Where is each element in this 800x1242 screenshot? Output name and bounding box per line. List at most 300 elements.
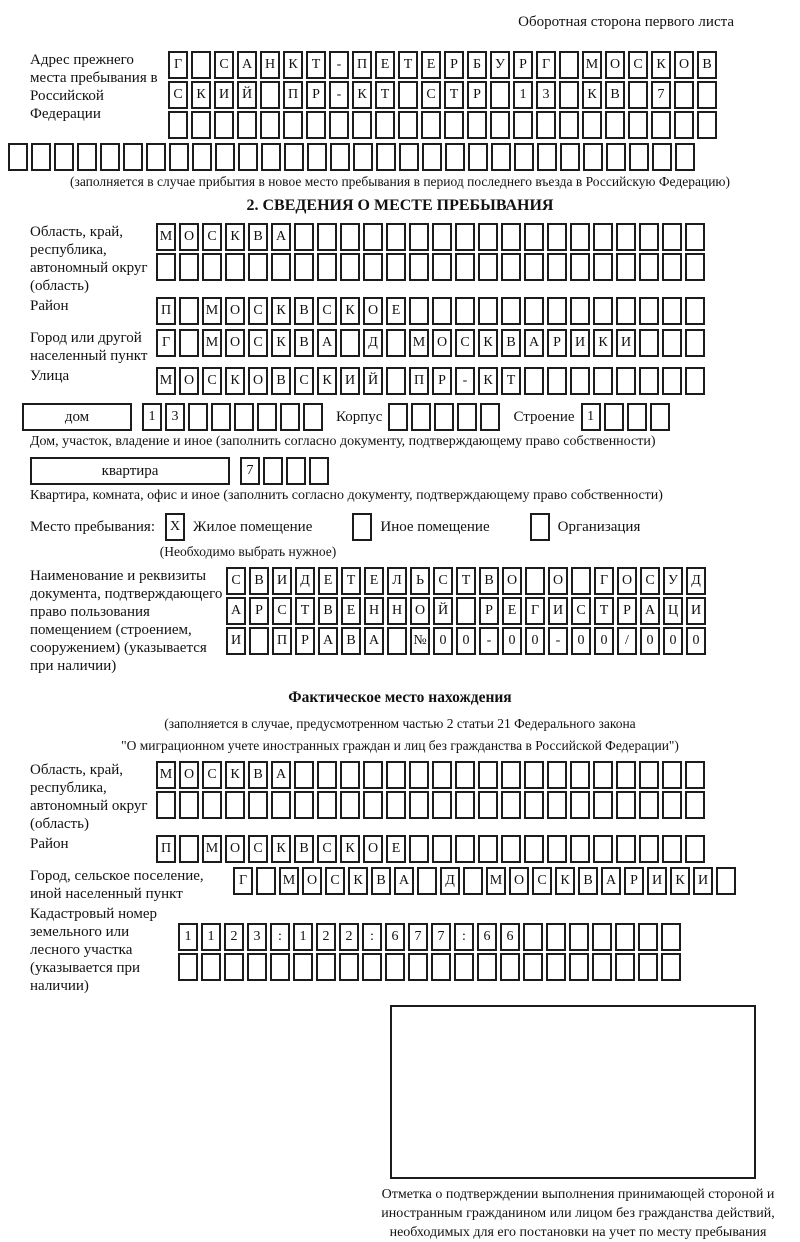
char-cell[interactable]: У	[663, 567, 683, 595]
char-cell[interactable]	[685, 835, 705, 863]
char-cell[interactable]: А	[640, 597, 660, 625]
char-cell[interactable]: С	[317, 835, 337, 863]
char-cell[interactable]	[456, 597, 476, 625]
char-cell[interactable]: Е	[502, 597, 522, 625]
char-cell[interactable]: М	[156, 223, 176, 251]
char-cell[interactable]: Р	[467, 81, 487, 109]
char-cell[interactable]: Н	[364, 597, 384, 625]
char-cell[interactable]: С	[571, 597, 591, 625]
char-cell[interactable]	[685, 223, 705, 251]
char-cell[interactable]: 0	[433, 627, 453, 655]
char-cell[interactable]	[697, 81, 717, 109]
char-cell[interactable]	[169, 143, 189, 171]
char-cell[interactable]: Р	[479, 597, 499, 625]
char-cell[interactable]	[432, 297, 452, 325]
char-cell[interactable]: И	[570, 329, 590, 357]
char-cell[interactable]	[477, 953, 497, 981]
char-cell[interactable]	[263, 457, 283, 485]
char-cell[interactable]: Р	[295, 627, 315, 655]
char-cell[interactable]: Р	[432, 367, 452, 395]
char-cell[interactable]	[363, 791, 383, 819]
char-cell[interactable]	[421, 111, 441, 139]
char-cell[interactable]	[340, 761, 360, 789]
char-cell[interactable]: И	[647, 867, 667, 895]
stay-option-organization-checkbox[interactable]	[530, 513, 550, 541]
char-cell[interactable]: А	[237, 51, 257, 79]
char-cell[interactable]	[179, 329, 199, 357]
char-cell[interactable]	[616, 835, 636, 863]
char-cell[interactable]: К	[340, 297, 360, 325]
char-cell[interactable]	[570, 253, 590, 281]
char-cell[interactable]	[616, 367, 636, 395]
char-cell[interactable]	[256, 867, 276, 895]
char-cell[interactable]	[375, 111, 395, 139]
char-cell[interactable]: Е	[375, 51, 395, 79]
char-cell[interactable]	[468, 143, 488, 171]
char-cell[interactable]	[627, 403, 647, 431]
char-cell[interactable]	[249, 627, 269, 655]
char-cell[interactable]	[340, 329, 360, 357]
char-cell[interactable]	[363, 761, 383, 789]
char-cell[interactable]: -	[455, 367, 475, 395]
char-cell[interactable]	[214, 111, 234, 139]
char-cell[interactable]	[592, 923, 612, 951]
char-cell[interactable]	[156, 253, 176, 281]
char-cell[interactable]	[501, 253, 521, 281]
char-cell[interactable]	[615, 953, 635, 981]
char-cell[interactable]	[547, 761, 567, 789]
char-cell[interactable]	[178, 953, 198, 981]
char-cell[interactable]	[639, 367, 659, 395]
char-cell[interactable]	[639, 761, 659, 789]
char-cell[interactable]: 1	[581, 403, 601, 431]
char-cell[interactable]: Ц	[663, 597, 683, 625]
char-cell[interactable]	[674, 111, 694, 139]
char-cell[interactable]	[559, 81, 579, 109]
char-cell[interactable]: О	[410, 597, 430, 625]
char-cell[interactable]	[716, 867, 736, 895]
char-cell[interactable]: А	[524, 329, 544, 357]
char-cell[interactable]: С	[248, 297, 268, 325]
char-cell[interactable]: Т	[375, 81, 395, 109]
char-cell[interactable]	[434, 403, 454, 431]
char-cell[interactable]: 2	[316, 923, 336, 951]
char-cell[interactable]: О	[225, 297, 245, 325]
char-cell[interactable]	[179, 253, 199, 281]
char-cell[interactable]: М	[582, 51, 602, 79]
char-cell[interactable]	[399, 143, 419, 171]
char-cell[interactable]: 7	[431, 923, 451, 951]
char-cell[interactable]: И	[616, 329, 636, 357]
char-cell[interactable]: К	[348, 867, 368, 895]
char-cell[interactable]: Р	[624, 867, 644, 895]
char-cell[interactable]	[432, 761, 452, 789]
char-cell[interactable]	[501, 761, 521, 789]
char-cell[interactable]: С	[325, 867, 345, 895]
char-cell[interactable]: Р	[444, 51, 464, 79]
char-cell[interactable]: Р	[547, 329, 567, 357]
char-cell[interactable]	[524, 835, 544, 863]
char-cell[interactable]	[329, 111, 349, 139]
char-cell[interactable]: В	[271, 367, 291, 395]
char-cell[interactable]: С	[532, 867, 552, 895]
char-cell[interactable]	[662, 791, 682, 819]
char-cell[interactable]: О	[248, 367, 268, 395]
char-cell[interactable]	[432, 223, 452, 251]
char-cell[interactable]	[432, 835, 452, 863]
char-cell[interactable]: И	[340, 367, 360, 395]
char-cell[interactable]: 0	[686, 627, 706, 655]
char-cell[interactable]	[638, 953, 658, 981]
char-cell[interactable]	[280, 403, 300, 431]
char-cell[interactable]	[248, 791, 268, 819]
char-cell[interactable]: М	[279, 867, 299, 895]
char-cell[interactable]	[685, 297, 705, 325]
char-cell[interactable]	[238, 143, 258, 171]
char-cell[interactable]	[478, 761, 498, 789]
char-cell[interactable]: О	[179, 223, 199, 251]
char-cell[interactable]: Е	[386, 835, 406, 863]
char-cell[interactable]	[411, 403, 431, 431]
char-cell[interactable]: М	[409, 329, 429, 357]
char-cell[interactable]: В	[341, 627, 361, 655]
char-cell[interactable]	[191, 51, 211, 79]
char-cell[interactable]	[478, 253, 498, 281]
char-cell[interactable]: О	[179, 761, 199, 789]
char-cell[interactable]: С	[248, 329, 268, 357]
char-cell[interactable]	[478, 835, 498, 863]
char-cell[interactable]	[179, 835, 199, 863]
char-cell[interactable]	[409, 297, 429, 325]
char-cell[interactable]	[339, 953, 359, 981]
char-cell[interactable]: 3	[247, 923, 267, 951]
char-cell[interactable]	[307, 143, 327, 171]
char-cell[interactable]: М	[486, 867, 506, 895]
char-cell[interactable]	[192, 143, 212, 171]
char-cell[interactable]: Н	[387, 597, 407, 625]
char-cell[interactable]: В	[294, 329, 314, 357]
char-cell[interactable]: 0	[663, 627, 683, 655]
char-cell[interactable]: :	[362, 923, 382, 951]
char-cell[interactable]: А	[318, 627, 338, 655]
char-cell[interactable]: О	[674, 51, 694, 79]
char-cell[interactable]	[179, 297, 199, 325]
char-cell[interactable]	[629, 143, 649, 171]
char-cell[interactable]	[225, 253, 245, 281]
char-cell[interactable]	[455, 761, 475, 789]
char-cell[interactable]	[616, 297, 636, 325]
char-cell[interactable]	[524, 253, 544, 281]
char-cell[interactable]	[593, 297, 613, 325]
char-cell[interactable]: С	[168, 81, 188, 109]
char-cell[interactable]	[570, 297, 590, 325]
char-cell[interactable]	[478, 223, 498, 251]
char-cell[interactable]	[524, 761, 544, 789]
char-cell[interactable]	[685, 367, 705, 395]
char-cell[interactable]: О	[302, 867, 322, 895]
char-cell[interactable]: Е	[341, 597, 361, 625]
char-cell[interactable]: В	[371, 867, 391, 895]
char-cell[interactable]	[583, 143, 603, 171]
char-cell[interactable]: С	[202, 223, 222, 251]
char-cell[interactable]	[340, 223, 360, 251]
char-cell[interactable]: -	[479, 627, 499, 655]
char-cell[interactable]	[188, 403, 208, 431]
char-cell[interactable]	[201, 953, 221, 981]
char-cell[interactable]: У	[490, 51, 510, 79]
char-cell[interactable]	[286, 457, 306, 485]
char-cell[interactable]: М	[156, 367, 176, 395]
char-cell[interactable]: /	[617, 627, 637, 655]
char-cell[interactable]: К	[225, 367, 245, 395]
char-cell[interactable]: Ь	[410, 567, 430, 595]
char-cell[interactable]	[284, 143, 304, 171]
char-cell[interactable]	[353, 143, 373, 171]
char-cell[interactable]: 3	[165, 403, 185, 431]
char-cell[interactable]	[639, 329, 659, 357]
char-cell[interactable]	[398, 111, 418, 139]
char-cell[interactable]: К	[670, 867, 690, 895]
char-cell[interactable]	[639, 223, 659, 251]
char-cell[interactable]: Б	[467, 51, 487, 79]
char-cell[interactable]	[547, 223, 567, 251]
char-cell[interactable]	[455, 297, 475, 325]
char-cell[interactable]: О	[363, 297, 383, 325]
char-cell[interactable]: 6	[500, 923, 520, 951]
char-cell[interactable]: 1	[142, 403, 162, 431]
char-cell[interactable]: А	[226, 597, 246, 625]
char-cell[interactable]: Т	[398, 51, 418, 79]
char-cell[interactable]	[547, 835, 567, 863]
char-cell[interactable]	[363, 253, 383, 281]
char-cell[interactable]	[662, 367, 682, 395]
char-cell[interactable]	[352, 111, 372, 139]
char-cell[interactable]: В	[248, 761, 268, 789]
char-cell[interactable]: П	[272, 627, 292, 655]
char-cell[interactable]: С	[294, 367, 314, 395]
char-cell[interactable]	[409, 253, 429, 281]
char-cell[interactable]	[616, 223, 636, 251]
char-cell[interactable]	[247, 953, 267, 981]
char-cell[interactable]	[294, 791, 314, 819]
char-cell[interactable]	[490, 81, 510, 109]
char-cell[interactable]	[409, 791, 429, 819]
char-cell[interactable]	[480, 403, 500, 431]
char-cell[interactable]	[431, 953, 451, 981]
char-cell[interactable]: О	[502, 567, 522, 595]
char-cell[interactable]	[559, 51, 579, 79]
char-cell[interactable]: Т	[341, 567, 361, 595]
char-cell[interactable]	[605, 111, 625, 139]
char-cell[interactable]	[606, 143, 626, 171]
char-cell[interactable]: Й	[433, 597, 453, 625]
char-cell[interactable]: С	[421, 81, 441, 109]
char-cell[interactable]: С	[226, 567, 246, 595]
char-cell[interactable]	[376, 143, 396, 171]
char-cell[interactable]	[455, 791, 475, 819]
char-cell[interactable]	[294, 761, 314, 789]
char-cell[interactable]	[662, 835, 682, 863]
char-cell[interactable]: 0	[571, 627, 591, 655]
char-cell[interactable]	[697, 111, 717, 139]
char-cell[interactable]: К	[271, 297, 291, 325]
char-cell[interactable]	[674, 81, 694, 109]
char-cell[interactable]	[547, 367, 567, 395]
char-cell[interactable]: -	[329, 81, 349, 109]
char-cell[interactable]	[303, 403, 323, 431]
char-cell[interactable]: С	[214, 51, 234, 79]
char-cell[interactable]	[685, 329, 705, 357]
char-cell[interactable]: С	[202, 761, 222, 789]
char-cell[interactable]	[432, 791, 452, 819]
char-cell[interactable]: Т	[295, 597, 315, 625]
char-cell[interactable]	[225, 791, 245, 819]
char-cell[interactable]: К	[225, 761, 245, 789]
char-cell[interactable]	[408, 953, 428, 981]
char-cell[interactable]	[271, 791, 291, 819]
char-cell[interactable]	[467, 111, 487, 139]
char-cell[interactable]	[501, 223, 521, 251]
char-cell[interactable]: О	[179, 367, 199, 395]
char-cell[interactable]: К	[582, 81, 602, 109]
char-cell[interactable]	[651, 111, 671, 139]
char-cell[interactable]: И	[214, 81, 234, 109]
char-cell[interactable]	[628, 81, 648, 109]
char-cell[interactable]	[570, 791, 590, 819]
char-cell[interactable]	[524, 791, 544, 819]
char-cell[interactable]: Д	[295, 567, 315, 595]
char-cell[interactable]	[662, 329, 682, 357]
char-cell[interactable]	[260, 81, 280, 109]
char-cell[interactable]: 0	[525, 627, 545, 655]
char-cell[interactable]	[31, 143, 51, 171]
char-cell[interactable]	[628, 111, 648, 139]
char-cell[interactable]	[234, 403, 254, 431]
char-cell[interactable]	[652, 143, 672, 171]
char-cell[interactable]	[455, 835, 475, 863]
char-cell[interactable]	[409, 761, 429, 789]
char-cell[interactable]	[524, 297, 544, 325]
char-cell[interactable]: Р	[306, 81, 326, 109]
char-cell[interactable]	[639, 835, 659, 863]
char-cell[interactable]	[582, 111, 602, 139]
char-cell[interactable]	[156, 791, 176, 819]
char-cell[interactable]: Е	[421, 51, 441, 79]
char-cell[interactable]: :	[270, 923, 290, 951]
char-cell[interactable]	[211, 403, 231, 431]
char-cell[interactable]: А	[271, 223, 291, 251]
char-cell[interactable]	[501, 835, 521, 863]
char-cell[interactable]	[500, 953, 520, 981]
char-cell[interactable]	[560, 143, 580, 171]
char-cell[interactable]	[501, 791, 521, 819]
char-cell[interactable]: Л	[387, 567, 407, 595]
char-cell[interactable]: 6	[477, 923, 497, 951]
char-cell[interactable]: В	[697, 51, 717, 79]
char-cell[interactable]	[662, 297, 682, 325]
char-cell[interactable]	[662, 253, 682, 281]
char-cell[interactable]	[639, 297, 659, 325]
char-cell[interactable]: П	[156, 835, 176, 863]
char-cell[interactable]: 1	[201, 923, 221, 951]
char-cell[interactable]: Г	[233, 867, 253, 895]
char-cell[interactable]	[547, 791, 567, 819]
char-cell[interactable]	[202, 253, 222, 281]
char-cell[interactable]	[168, 111, 188, 139]
char-cell[interactable]	[593, 223, 613, 251]
char-cell[interactable]: А	[317, 329, 337, 357]
char-cell[interactable]: М	[202, 297, 222, 325]
char-cell[interactable]: О	[605, 51, 625, 79]
char-cell[interactable]	[638, 923, 658, 951]
char-cell[interactable]	[615, 923, 635, 951]
char-cell[interactable]: Е	[386, 297, 406, 325]
char-cell[interactable]	[525, 567, 545, 595]
char-cell[interactable]	[444, 111, 464, 139]
char-cell[interactable]	[570, 223, 590, 251]
char-cell[interactable]	[386, 329, 406, 357]
char-cell[interactable]	[478, 791, 498, 819]
char-cell[interactable]: К	[271, 835, 291, 863]
char-cell[interactable]: -	[329, 51, 349, 79]
char-cell[interactable]	[386, 761, 406, 789]
char-cell[interactable]: М	[202, 835, 222, 863]
char-cell[interactable]	[592, 953, 612, 981]
char-cell[interactable]	[547, 297, 567, 325]
char-cell[interactable]	[501, 297, 521, 325]
char-cell[interactable]	[270, 953, 290, 981]
char-cell[interactable]	[661, 923, 681, 951]
char-cell[interactable]	[293, 953, 313, 981]
char-cell[interactable]	[536, 111, 556, 139]
char-cell[interactable]	[570, 761, 590, 789]
char-cell[interactable]: С	[317, 297, 337, 325]
char-cell[interactable]	[283, 111, 303, 139]
char-cell[interactable]: И	[548, 597, 568, 625]
char-cell[interactable]	[398, 81, 418, 109]
char-cell[interactable]: Т	[456, 567, 476, 595]
char-cell[interactable]	[616, 253, 636, 281]
char-cell[interactable]: П	[156, 297, 176, 325]
char-cell[interactable]	[317, 223, 337, 251]
char-cell[interactable]: М	[156, 761, 176, 789]
char-cell[interactable]	[491, 143, 511, 171]
char-cell[interactable]	[417, 867, 437, 895]
char-cell[interactable]	[409, 835, 429, 863]
char-cell[interactable]	[386, 367, 406, 395]
char-cell[interactable]	[432, 253, 452, 281]
char-cell[interactable]: И	[226, 627, 246, 655]
char-cell[interactable]	[455, 253, 475, 281]
char-cell[interactable]	[514, 143, 534, 171]
char-cell[interactable]: С	[272, 597, 292, 625]
char-cell[interactable]: 3	[536, 81, 556, 109]
char-cell[interactable]	[569, 923, 589, 951]
char-cell[interactable]: В	[248, 223, 268, 251]
char-cell[interactable]	[388, 403, 408, 431]
char-cell[interactable]: С	[640, 567, 660, 595]
char-cell[interactable]: О	[509, 867, 529, 895]
char-cell[interactable]	[546, 923, 566, 951]
char-cell[interactable]: 7	[240, 457, 260, 485]
char-cell[interactable]: П	[409, 367, 429, 395]
char-cell[interactable]: Г	[594, 567, 614, 595]
char-cell[interactable]	[523, 923, 543, 951]
char-cell[interactable]: Й	[363, 367, 383, 395]
char-cell[interactable]	[445, 143, 465, 171]
char-cell[interactable]	[257, 403, 277, 431]
char-cell[interactable]: К	[191, 81, 211, 109]
